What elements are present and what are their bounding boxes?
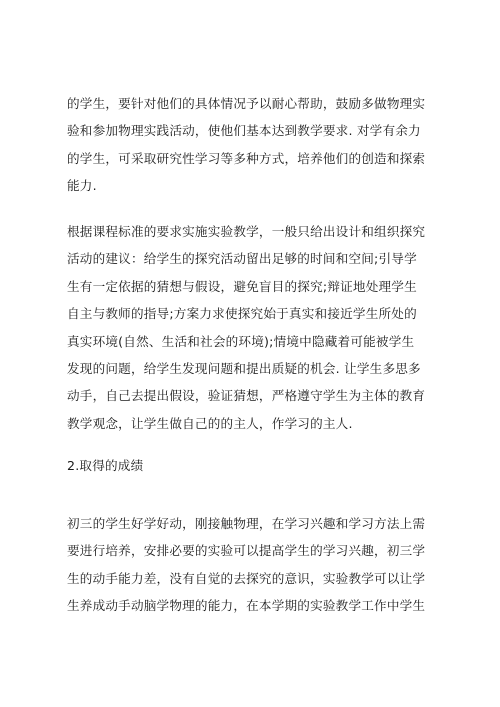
paragraph-achievements bbox=[67, 510, 439, 620]
paragraph-experiment-teaching bbox=[67, 218, 439, 437]
text-line: 自主与教师的指导;方案力求使探究始于真实和接近学生所处的 bbox=[67, 306, 417, 322]
text-line: 能力. bbox=[67, 178, 97, 194]
text-line: 真实环境(自然、生活和社会的环境);情境中隐藏着可能被学生 bbox=[67, 333, 415, 349]
text-line: 动手，自己去提出假设，验证猜想，严格遵守学生为主体的教育 bbox=[67, 388, 426, 404]
text-line: 要进行培养，安排必要的实验可以提高学生的学习兴趣，初三学 bbox=[67, 543, 426, 559]
section-heading-achievements bbox=[67, 452, 439, 479]
paragraph-underachievers bbox=[67, 90, 439, 200]
heading-text: 2.取得的成绩 bbox=[67, 458, 144, 473]
text-line: 的学生，可采取研究性学习等多种方式，培养他们的创造和探索 bbox=[67, 150, 426, 166]
text-line: 活动的建议：给学生的探究活动留出足够的时间和空间;引导学 bbox=[67, 251, 417, 267]
text-line: 生的动手能力差，没有自觉的去探究的意识，实验教学可以让学 bbox=[67, 570, 426, 586]
text-line: 生有一定依据的猜想与假设，避免盲目的探究;辩证地处理学生 bbox=[67, 278, 417, 294]
text-line: 根据课程标准的要求实施实验教学，一般只给出设计和组织探究 bbox=[67, 224, 426, 239]
text-line: 生养成动手动脑学物理的能力，在本学期的实验教学工作中学生 bbox=[67, 598, 426, 614]
text-line: 发现的问题，给学生发现问题和提出质疑的机会. 让学生多思多 bbox=[67, 361, 421, 377]
text-line: 的学生，要针对他们的具体情况予以耐心帮助，鼓励多做物理实 bbox=[67, 96, 426, 111]
text-line: 验和参加物理实践活动，使他们基本达到教学要求. 对学有余力 bbox=[67, 123, 421, 139]
text-line: 初三的学生好学好动，刚接触物理，在学习兴趣和学习方法上需 bbox=[67, 516, 426, 531]
text-line: 教学观念，让学生做自己的的主人，作学习的主人. bbox=[67, 415, 353, 431]
